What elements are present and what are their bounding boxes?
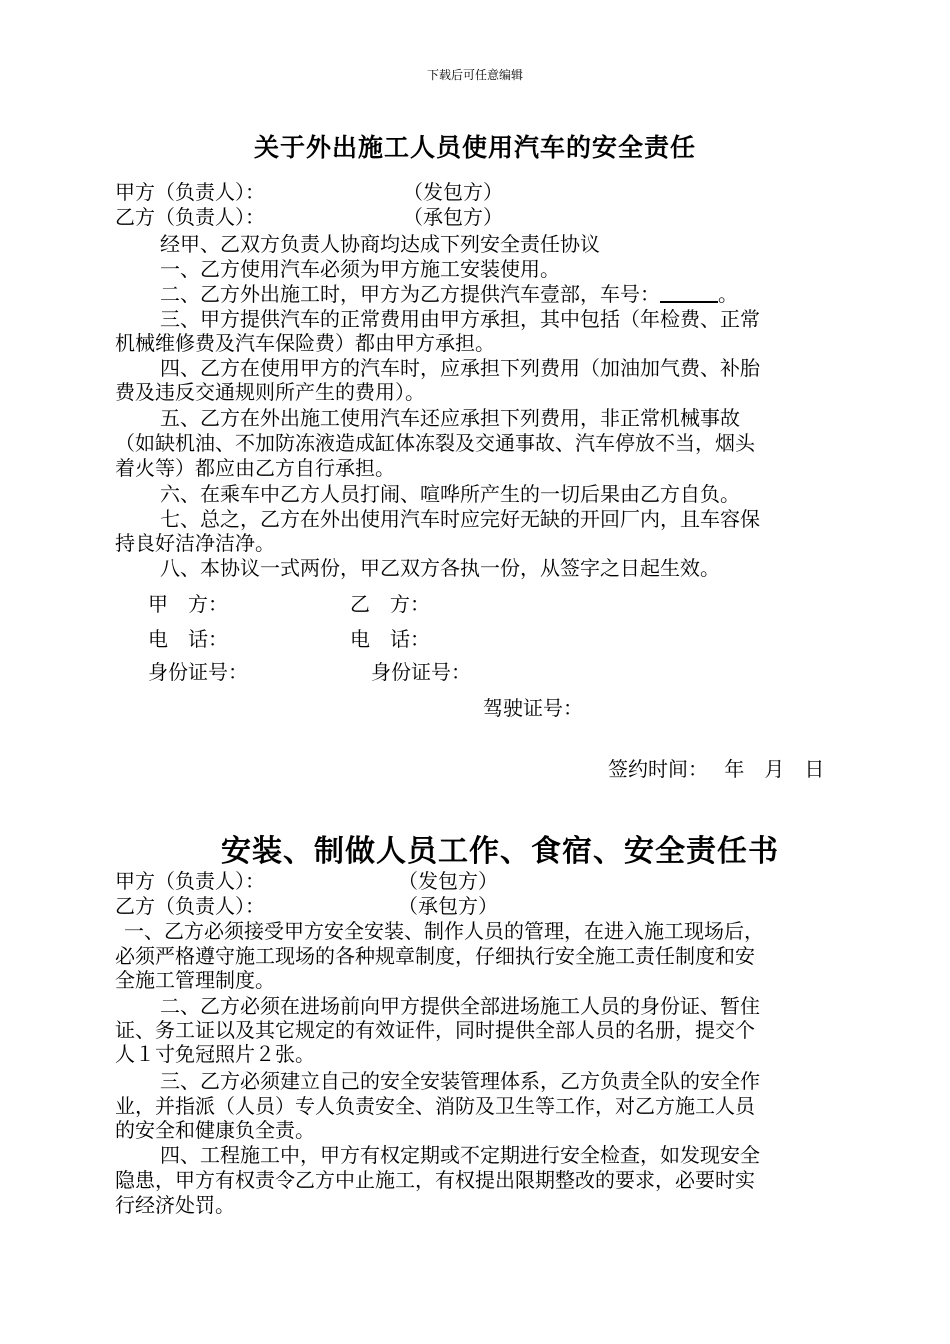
party-b-role-2: （承包方） (398, 894, 498, 918)
doc2-clause-1-line-1: 一、乙方必须接受甲方安全安装、制作人员的管理，在进入施工现场后， (124, 919, 764, 943)
signature-party-b: 乙 方： (350, 592, 430, 616)
doc2-clause-1-line-3: 全施工管理制度。 (115, 968, 275, 992)
doc2-clause-4-line-2: 隐患，甲方有权责令乙方中止施工，有权提出限期整改的要求，必要时实 (115, 1168, 755, 1192)
doc2-clause-1-line-2: 必须严格遵守施工现场的各种规章制度，仔细执行安全施工责任制度和安 (115, 944, 755, 968)
doc2-clause-4-line-1: 四、工程施工中，甲方有权定期或不定期进行安全检查，如发现安全 (160, 1143, 760, 1167)
header-note: 下载后可任意编辑 (426, 68, 523, 82)
phone-party-a: 电 话： (148, 627, 228, 651)
clause-7-line-2: 持良好洁净洁净。 (115, 531, 275, 555)
doc2-clause-2-line-3: 人１寸免冠照片２张。 (115, 1042, 315, 1066)
clause-1: 一、乙方使用汽车必须为甲方施工安装使用。 (160, 257, 560, 281)
party-a-label: 甲方（负责人）： (115, 180, 265, 204)
doc2-clause-4-line-3: 行经济处罚。 (115, 1193, 235, 1217)
doc2-clause-3-line-3: 的安全和健康负全责。 (115, 1118, 315, 1142)
signature-party-a: 甲 方： (148, 592, 228, 616)
clause-7-line-1: 七、总之，乙方在外出使用汽车时应完好无缺的开回厂内，且车容保 (160, 507, 760, 531)
signing-date: 签约时间： 年 月 日 (608, 757, 825, 781)
doc2-clause-2-line-2: 证、务工证以及其它规定的有效证件，同时提供全部人员的名册，提交个 (115, 1018, 755, 1042)
clause-2-text: 二、乙方外出施工时，甲方为乙方提供汽车壹部，车号： (160, 282, 660, 306)
id-number-party-b: 身份证号： (371, 660, 471, 684)
party-b-role: （承包方） (403, 205, 503, 229)
doc2-clause-2-line-1: 二、乙方必须在进场前向甲方提供全部进场施工人员的身份证、暂住 (160, 994, 760, 1018)
clause-2-end: 。 (718, 282, 738, 306)
plate-number-blank (660, 283, 718, 303)
clause-8: 八、本协议一式两份，甲乙双方各执一份，从签字之日起生效。 (160, 556, 720, 580)
party-a-label-2: 甲方（负责人）： (115, 869, 265, 893)
clause-5-line-3: 着火等）都应由乙方自行承担。 (115, 456, 395, 480)
clause-3-line-2: 机械维修费及汽车保险费）都由甲方承担。 (115, 331, 495, 355)
phone-party-b: 电 话： (350, 627, 430, 651)
agreement-intro: 经甲、乙双方负责人协商均达成下列安全责任协议 (160, 232, 600, 256)
party-b-label: 乙方（负责人）： (115, 205, 265, 229)
clause-5-line-1: 五、乙方在外出施工使用汽车还应承担下列费用，非正常机械事故 (160, 406, 740, 430)
clause-4-line-2: 费及违反交通规则所产生的费用）。 (115, 380, 425, 404)
clause-4-line-1: 四、乙方在使用甲方的汽车时，应承担下列费用（加油加气费、补胎 (160, 356, 760, 380)
clause-6: 六、在乘车中乙方人员打闹、喧哗所产生的一切后果由乙方自负。 (160, 482, 740, 506)
driver-license-number: 驾驶证号： (483, 696, 583, 720)
clause-3-line-1: 三、甲方提供汽车的正常费用由甲方承担，其中包括（年检费、正常 (160, 307, 760, 331)
document-title-installer-safety: 安装、制做人员工作、食宿、安全责任书 (221, 834, 779, 869)
document-title-vehicle-safety: 关于外出施工人员使用汽车的安全责任 (253, 133, 696, 162)
party-a-role: （发包方） (403, 180, 503, 204)
party-a-role-2: （发包方） (398, 869, 498, 893)
clause-5-line-2: （如缺机油、不加防冻液造成缸体冻裂及交通事故、汽车停放不当，烟头 (115, 431, 755, 455)
doc2-clause-3-line-1: 三、乙方必须建立自己的安全安装管理体系，乙方负责全队的安全作 (160, 1069, 760, 1093)
id-number-party-a: 身份证号： (148, 660, 248, 684)
clause-2 (160, 282, 738, 306)
party-b-label-2: 乙方（负责人）： (115, 894, 265, 918)
doc2-clause-3-line-2: 业，并指派（人员）专人负责安全、消防及卫生等工作，对乙方施工人员 (115, 1094, 755, 1118)
